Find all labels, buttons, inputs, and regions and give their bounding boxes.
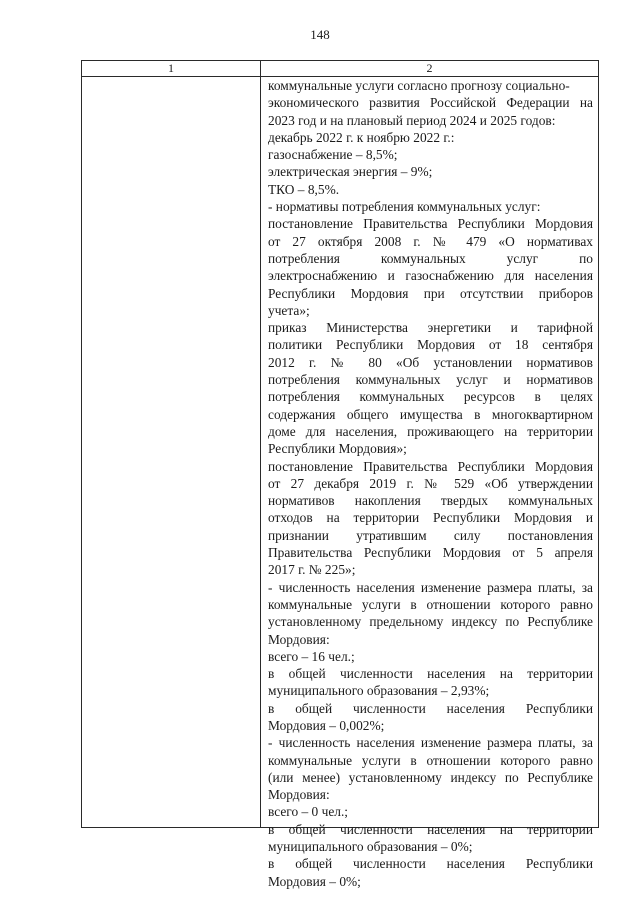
text-line: коммунальные услуги согласно прогнозу социально-	[268, 78, 570, 93]
text-line: потребления коммунальных ресурсов в целях	[268, 389, 593, 405]
text-line: постановление Правительства Республики Мордовия	[268, 216, 593, 232]
text-line: от 27 декабря 2019 г. № 529 «Об утверждении	[268, 475, 593, 491]
text-line: Правительства Республики Мордовия от 5 апреля	[268, 545, 593, 561]
column-header-2: 2	[426, 61, 433, 75]
text-line: Мордовия – 0%;	[268, 873, 361, 889]
text-line: всего – 16 чел.;	[268, 648, 355, 664]
text-line: электроснабжению и газоснабжению для населения	[268, 268, 593, 284]
text-line: - численность населения изменение размера платы, за	[268, 579, 593, 595]
text-line: муниципального образования – 2,93%;	[268, 683, 490, 699]
text-line: доме для населения, проживающего на территории	[268, 423, 593, 439]
column-header-1: 1	[168, 61, 174, 75]
text-line: муниципального образования – 0%;	[268, 839, 473, 855]
text-line: - нормативы потребления коммунальных услуг:	[268, 199, 541, 215]
text-line: отходов на территории Республики Мордовия и	[268, 510, 593, 526]
text-line: всего – 0 чел.;	[268, 804, 349, 820]
column-divider	[260, 61, 261, 827]
table-header-row	[82, 61, 598, 77]
text-line: Республики Мордовия при отсутствии приборов	[268, 285, 593, 301]
text-line: политики Республики Мордовия от 18 сентября	[268, 337, 593, 353]
text-line: в общей численности населения Республики	[268, 856, 593, 872]
text-line: ТКО – 8,5%.	[268, 181, 340, 197]
text-line: (или менее) установленному индексу по Республике	[268, 769, 593, 785]
document-table	[81, 60, 599, 889]
text-line: 2023 год и на плановый период 2024 и 2025 годов:	[268, 112, 556, 128]
text-line: приказ Министерства энергетики и тарифной	[268, 320, 593, 336]
column-2-text	[268, 77, 593, 890]
text-line: признании утратившим силу постановления	[268, 527, 593, 543]
text-line: экономического развития Российской Федерации на	[268, 95, 593, 111]
text-line: содержания общего имущества в многоквартирном	[268, 406, 593, 422]
text-line: Мордовия – 0,002%;	[268, 717, 385, 733]
text-line: в общей численности населения на территории	[268, 821, 593, 837]
text-line: Мордовия:	[268, 631, 330, 647]
text-line: учета»;	[268, 302, 310, 318]
page-number: 148	[310, 27, 330, 42]
text-line: декабрь 2022 г. к ноябрю 2022 г.:	[268, 129, 455, 145]
text-line: потребления коммунальных услуг и нормативов	[268, 372, 593, 388]
text-line: Республики Мордовия»;	[268, 441, 407, 457]
text-line: в общей численности населения на территории	[268, 666, 593, 682]
text-line: установленному предельному индексу по Республике	[268, 614, 593, 630]
text-line: потребления коммунальных услуг по	[268, 250, 593, 266]
text-line: постановление Правительства Республики Мордовия	[268, 458, 593, 474]
text-line: газоснабжение – 8,5%;	[268, 147, 398, 163]
text-line: нормативов накопления твердых коммунальных	[268, 493, 593, 509]
text-line: коммунальные услуги в отношении которого равно	[268, 596, 593, 612]
text-line: - численность населения изменение размера платы, за	[268, 735, 593, 751]
text-line: электрическая энергия – 9%;	[268, 164, 433, 180]
text-line: от 27 октября 2008 г. № 479 «О нормативах	[268, 233, 593, 249]
text-line: в общей численности населения Республики	[268, 700, 593, 716]
text-line: коммунальные услуги в отношении которого равно	[268, 752, 593, 768]
text-line: 2012 г. № 80 «Об установлении нормативов	[268, 354, 593, 370]
text-line: 2017 г. № 225»;	[268, 562, 356, 578]
text-line: Мордовия:	[268, 787, 330, 803]
